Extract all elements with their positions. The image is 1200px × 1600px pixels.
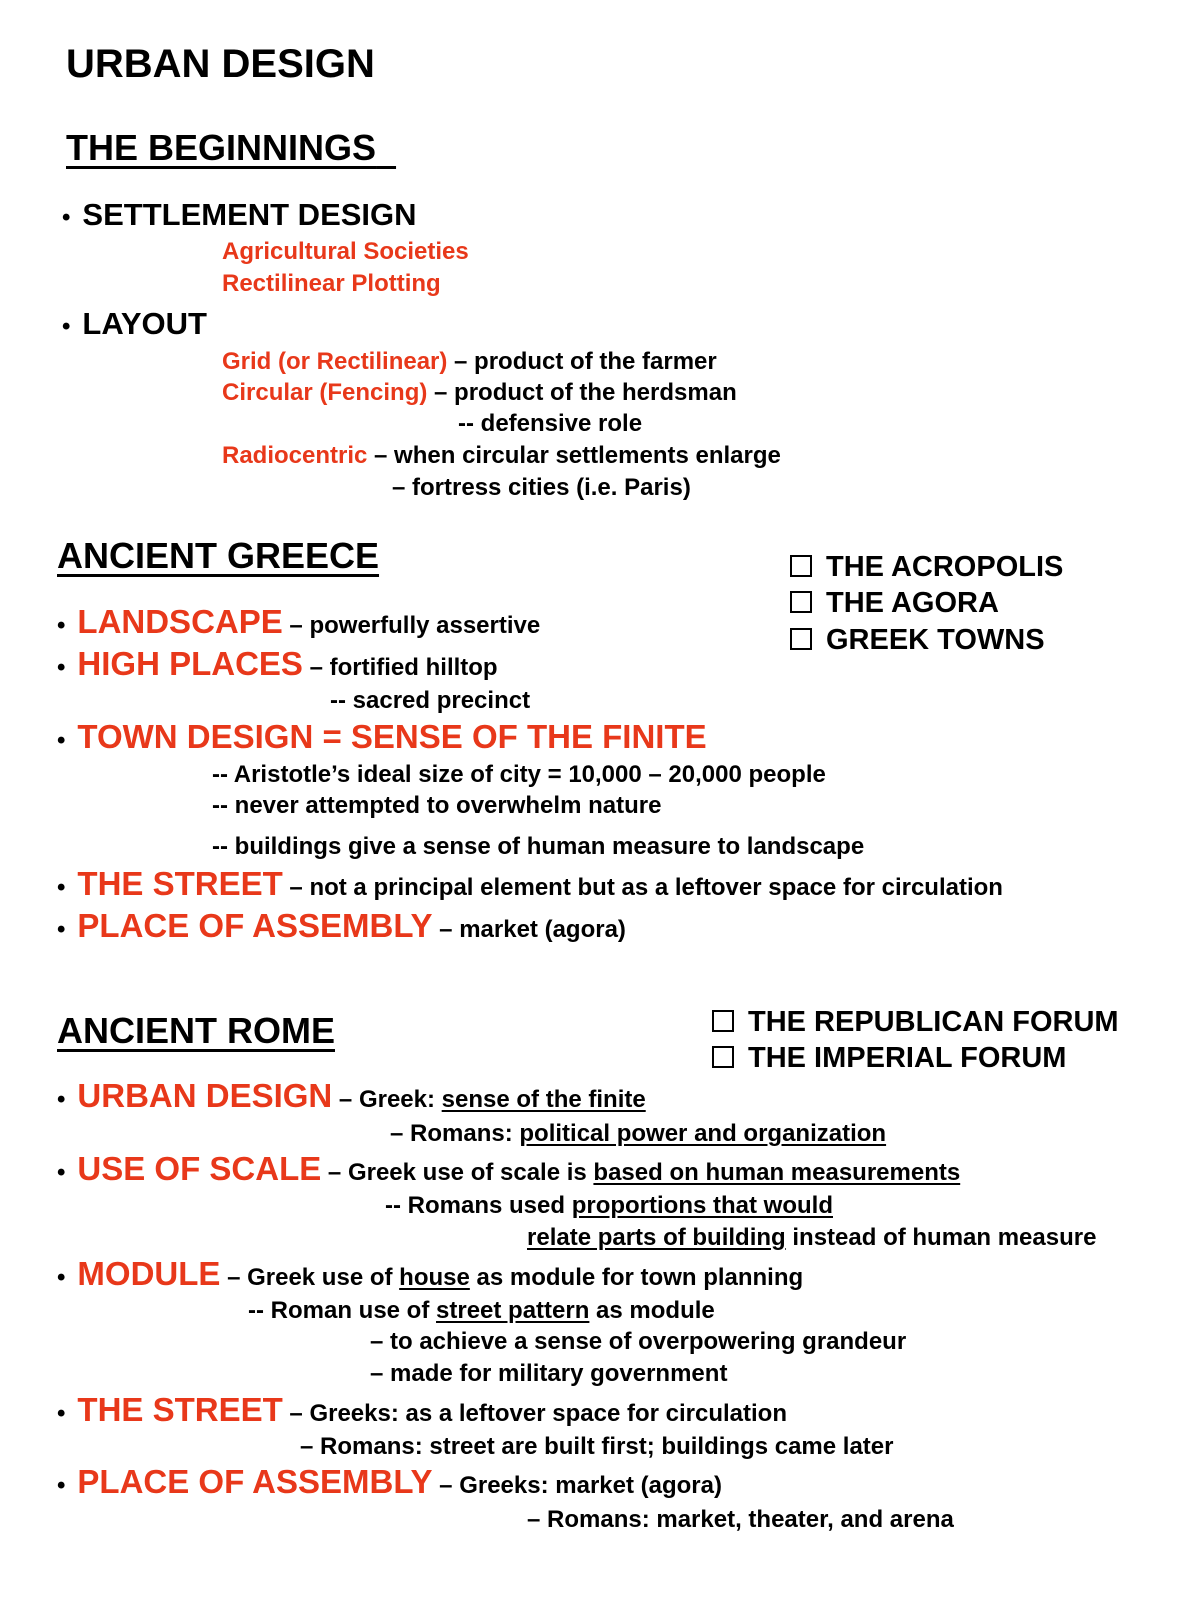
bullet-module: • MODULE – Greek use of house as module for town planning	[57, 1255, 804, 1292]
bullet-high-places: • HIGH PLACES – fortified hilltop	[57, 645, 498, 682]
street-romans: – Romans: street are built first; buildings came later	[300, 1433, 894, 1460]
checklist-item: GREEK TOWNS	[790, 624, 1045, 657]
town-design-line: -- buildings give a sense of human measure to landscape	[212, 833, 865, 860]
bullet-town-design: • TOWN DESIGN = SENSE OF THE FINITE	[57, 718, 707, 755]
checklist-item: THE IMPERIAL FORUM	[712, 1042, 1066, 1075]
checkbox-icon	[712, 1046, 734, 1068]
checklist-item: THE REPUBLICAN FORUM	[712, 1006, 1119, 1039]
bullet-settlement-design: • SETTLEMENT DESIGN	[62, 197, 417, 232]
checklist-item: THE AGORA	[790, 587, 999, 620]
settlement-item: Rectilinear Plotting	[222, 270, 441, 297]
bullet-roman-street: • THE STREET – Greeks: as a leftover space for circulation	[57, 1391, 787, 1428]
bullet-use-of-scale: • USE OF SCALE – Greek use of scale is based on human measurements	[57, 1150, 961, 1187]
bullet-roman-urban-design: • URBAN DESIGN – Greek: sense of the finite	[57, 1077, 646, 1114]
layout-radiocentric: Radiocentric – when circular settlements enlarge	[222, 442, 781, 469]
module-romans: -- Roman use of street pattern as module	[248, 1297, 715, 1324]
bullet-roman-assembly: • PLACE OF ASSEMBLY – Greeks: market (agora)	[57, 1463, 722, 1500]
layout-circular: Circular (Fencing) – product of the herdsman	[222, 379, 737, 406]
checkbox-icon	[790, 591, 812, 613]
settlement-item: Agricultural Societies	[222, 238, 469, 265]
town-design-line: -- never attempted to overwhelm nature	[212, 792, 662, 819]
assembly-romans: – Romans: market, theater, and arena	[527, 1506, 954, 1533]
section-heading-rome: ANCIENT ROME	[57, 1010, 335, 1051]
section-heading-beginnings: THE BEGINNINGS	[66, 127, 377, 168]
module-note: – made for military government	[370, 1360, 728, 1387]
section-heading-greece: ANCIENT GREECE	[57, 535, 380, 576]
layout-grid: Grid (or Rectilinear) – product of the farmer	[222, 348, 717, 375]
scale-romans: -- Romans used proportions that would	[385, 1192, 833, 1219]
bullet-greek-assembly: • PLACE OF ASSEMBLY – market (agora)	[57, 907, 626, 944]
layout-circular-note: -- defensive role	[458, 410, 643, 437]
high-places-note: -- sacred precinct	[330, 687, 531, 714]
checkbox-icon	[790, 555, 812, 577]
layout-radiocentric-note: – fortress cities (i.e. Paris)	[392, 474, 691, 501]
bullet-landscape: • LANDSCAPE – powerfully assertive	[57, 603, 541, 640]
scale-romans-cont: relate parts of building instead of human measure	[527, 1224, 1097, 1251]
town-design-line: -- Aristotle’s ideal size of city = 10,000 – 20,000 people	[212, 761, 826, 788]
checkbox-icon	[790, 628, 812, 650]
bullet-layout: • LAYOUT	[62, 306, 207, 341]
urban-design-romans: – Romans: political power and organization	[390, 1120, 887, 1147]
checklist-item: THE ACROPOLIS	[790, 551, 1063, 584]
module-note: – to achieve a sense of overpowering grandeur	[370, 1328, 907, 1355]
checkbox-icon	[712, 1010, 734, 1032]
page-title: URBAN DESIGN	[66, 42, 375, 86]
bullet-greek-street: • THE STREET – not a principal element but as a leftover space for circulation	[57, 865, 1003, 902]
